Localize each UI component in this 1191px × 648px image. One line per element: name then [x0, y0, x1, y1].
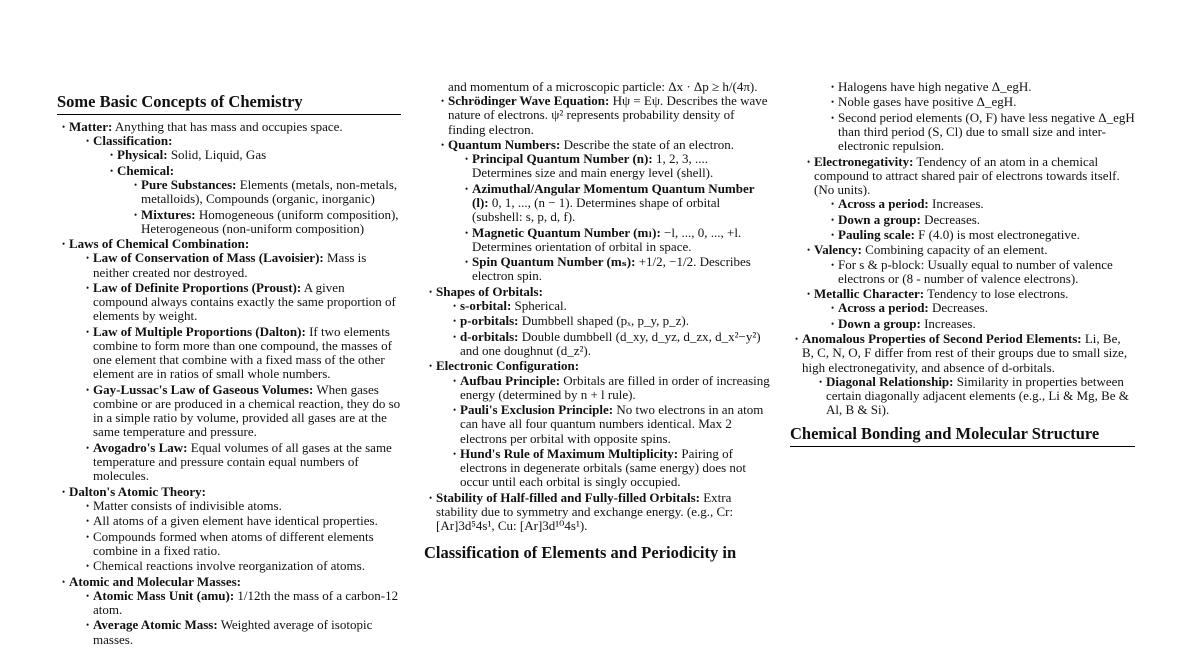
column-1 — [57, 92, 401, 648]
term-label: Mixtures: — [141, 206, 196, 222]
term-label: Anomalous Properties of Second Period Elements: — [802, 331, 1082, 347]
continuation-text: and momentum of a microscopic particle: Δx · Δp ≥ h/(4π). — [448, 79, 758, 94]
column-3 — [790, 80, 1135, 447]
term-label: s-orbital: — [460, 297, 512, 313]
list-item — [826, 213, 1135, 227]
term-label: Avogadro's Law: — [93, 439, 188, 455]
sub-list — [69, 499, 401, 574]
term-label: Pauli's Exclusion Principle: — [460, 402, 614, 418]
list-item — [57, 575, 401, 647]
description-text: Increases. — [932, 196, 984, 212]
description-text: Combining capacity of an element. — [865, 242, 1048, 258]
description-text: Decreases. — [924, 211, 981, 227]
list-item — [81, 589, 401, 617]
term-label: Schrödinger Wave Equation: — [448, 93, 610, 109]
description-text: Equal volumes of all gases at the same temperature and pressure contain equal numbers of molecules. — [93, 439, 392, 484]
term-label: Valency: — [814, 242, 862, 258]
term-label: Across a period: — [838, 196, 929, 212]
list-item — [826, 228, 1135, 242]
description-text: Dumbbell shaped (pₓ, p_y, p_z). — [521, 313, 689, 329]
sub-list — [117, 178, 401, 236]
sub-list — [69, 134, 401, 236]
list-item — [448, 403, 770, 446]
list-item — [460, 182, 770, 225]
term-label: Atomic and Molecular Masses: — [69, 573, 241, 589]
term-label: Atomic Mass Unit (amu): — [93, 587, 235, 603]
term-label: Spin Quantum Number (mₛ): — [472, 254, 636, 270]
term-label: Azimuthal/Angular Momentum Quantum Number (l): — [472, 180, 755, 210]
term-label: d-orbitals: — [460, 328, 519, 344]
sub-list — [814, 197, 1135, 242]
description-text: Halogens have high negative Δ_egH. — [838, 79, 1032, 94]
description-text: Spherical. — [514, 297, 567, 313]
term-label: Dalton's Atomic Theory: — [69, 483, 206, 499]
term-label: Law of Conservation of Mass (Lavoisier): — [93, 250, 324, 266]
description-text: Tendency of an atom in a chemical compound to attract shared pair of electrons towards itself. (No units). — [814, 153, 1120, 197]
sub-list — [69, 589, 401, 647]
section-heading: Chemical Bonding and Molecular Structure — [790, 424, 1135, 447]
list-item — [448, 447, 770, 490]
description-text: Solid, Liquid, Gas — [170, 147, 267, 163]
description-text: Elements (metals, non-metals, metalloids), Compounds (organic, inorganic) — [141, 177, 398, 207]
term-label: Physical: — [117, 147, 168, 163]
notes-list — [790, 80, 1135, 153]
list-item — [814, 375, 1135, 418]
list-item — [57, 237, 401, 483]
term-label: Classification: — [93, 133, 173, 149]
list-item — [826, 258, 1135, 286]
description-text: Double dumbbell (d_xy, d_yz, d_zx, d_x²−y²) and one doughnut (d_z²). — [460, 328, 761, 358]
term-label: Metallic Character: — [814, 286, 925, 302]
list-item — [436, 138, 770, 284]
description-text: A given compound always contains exactly the same proportion of elements by weight. — [93, 279, 396, 324]
term-label: Across a period: — [838, 300, 929, 316]
term-label: Diagonal Relationship: — [826, 373, 954, 389]
list-item — [424, 491, 770, 534]
description-text: F (4.0) is most electronegative. — [918, 226, 1080, 242]
term-label: p-orbitals: — [460, 313, 519, 329]
term-label: Shapes of Orbitals: — [436, 283, 543, 299]
description-text: Chemical reactions involve reorganization of atoms. — [93, 558, 365, 574]
list-item — [826, 197, 1135, 211]
list-item — [436, 94, 770, 137]
list-item — [129, 208, 401, 236]
list-item — [826, 80, 1135, 94]
term-label: Magnetic Quantum Number (mₗ): — [472, 224, 661, 240]
list-item — [826, 95, 1135, 109]
list-item — [826, 111, 1135, 154]
term-label: Pure Substances: — [141, 177, 237, 192]
description-text: 0, 1, ..., (n − 1). Determines shape of orbital (subshell: s, p, d, f). — [472, 195, 721, 225]
description-text: Pairing of electrons in degenerate orbitals (same energy) does not occur until each orbital is singly occupied. — [460, 445, 747, 490]
list-item — [81, 559, 401, 573]
sub-list — [814, 301, 1135, 331]
description-text: Hψ = Eψ. Describes the wave nature of electrons. ψ² represents probability density of finding electron. — [448, 93, 768, 137]
term-label: Gay-Lussac's Law of Gaseous Volumes: — [93, 381, 314, 397]
description-text: +1/2, −1/2. Describes electron spin. — [472, 254, 751, 284]
column-2 — [424, 80, 770, 565]
term-label: Law of Definite Proportions (Proust): — [93, 279, 302, 295]
list-item — [424, 359, 770, 489]
list-item — [57, 120, 401, 236]
list-item — [81, 134, 401, 236]
description-text: Similarity in properties between certain diagonally adjacent elements (e.g., Li & Mg, Be & Al, B & Si). — [826, 373, 1129, 418]
term-label: Stability of Half-filled and Fully-filled Orbitals: — [436, 489, 700, 505]
sub-list — [93, 148, 401, 236]
list-item — [802, 243, 1135, 286]
description-text: Tendency to lose electrons. — [927, 286, 1069, 302]
description-text: −l, ..., 0, ..., +l. Determines orientation of orbital in space. — [472, 224, 742, 254]
list-item — [460, 152, 770, 180]
notes-list — [424, 94, 770, 283]
description-text: 1, 2, 3, .... Determines size and main energy level (shell). — [472, 151, 714, 181]
list-item — [802, 155, 1135, 243]
list-item — [448, 314, 770, 328]
term-label: Pauling scale: — [838, 226, 915, 242]
description-text: Describe the state of an electron. — [563, 137, 734, 152]
description-text: Orbitals are filled in order of increasing energy (determined by n + l rule). — [460, 372, 770, 402]
term-label: Principal Quantum Number (n): — [472, 151, 653, 167]
term-label: Electronic Configuration: — [436, 358, 580, 374]
list-item — [81, 325, 401, 382]
term-label: Down a group: — [838, 211, 921, 227]
list-item — [81, 530, 401, 558]
term-label: Electronegativity: — [814, 153, 914, 169]
list-item — [81, 514, 401, 528]
term-label: Average Atomic Mass: — [93, 617, 218, 633]
term-label: Law of Multiple Proportions (Dalton): — [93, 323, 306, 339]
list-item — [81, 499, 401, 513]
description-text: When gases combine or are produced in a chemical reaction, they do so in a simple ratio by volume, provided all gases are at the same temperature and pressure. — [93, 381, 401, 440]
description-text: Extra stability due to symmetry and exchange energy. (e.g., Cr: [Ar]3d⁵4s¹, Cu: [Ar]3d¹⁰4s¹). — [436, 489, 734, 534]
list-item — [448, 374, 770, 402]
notes-list — [790, 155, 1135, 331]
term-label: Hund's Rule of Maximum Multiplicity: — [460, 445, 679, 461]
sub-list — [436, 299, 770, 358]
section-heading: Classification of Elements and Periodicity in — [424, 543, 737, 563]
list-item — [460, 255, 770, 283]
sub-list — [448, 152, 770, 283]
list-item — [448, 330, 770, 358]
description-text: Homogeneous (uniform composition), Heterogeneous (non-uniform composition) — [141, 206, 399, 236]
list-item — [57, 485, 401, 574]
description-text: Matter consists of indivisible atoms. — [93, 497, 282, 513]
list-item — [790, 332, 1135, 417]
description-text: Second period elements (O, F) have less negative Δ_egH than third period (S, Cl) due to small size and inter-electronic repulsion. — [838, 109, 1135, 154]
description-text: Increases. — [924, 315, 976, 331]
description-text: 1/12th the mass of a carbon-12 atom. — [93, 587, 399, 617]
description-text: Decreases. — [932, 300, 988, 316]
term-label: Matter: — [69, 119, 113, 134]
term-label: Chemical: — [117, 162, 175, 178]
description-text: Anything that has mass and occupies space. — [114, 119, 343, 134]
section-heading: Some Basic Concepts of Chemistry — [57, 92, 401, 115]
list-item — [81, 251, 401, 279]
term-label: Quantum Numbers: — [448, 137, 561, 152]
list-item — [81, 383, 401, 440]
sub-list — [69, 251, 401, 483]
term-label: Aufbau Principle: — [460, 372, 561, 388]
description-text: All atoms of a given element have identical properties. — [93, 513, 378, 529]
list-item — [826, 301, 1135, 315]
description-text: Weighted average of isotopic masses. — [93, 617, 373, 647]
list-item — [81, 281, 401, 324]
term-label: Down a group: — [838, 315, 921, 331]
list-item — [105, 164, 401, 236]
list-item — [424, 285, 770, 358]
description-text: If two elements combine to form more than one compound, the masses of one element that combine with a fixed mass of the other element are in ratios of small whole numbers. — [93, 323, 392, 382]
list-item — [129, 178, 401, 206]
list-item — [448, 299, 770, 313]
sub-list — [436, 374, 770, 490]
list-item — [81, 618, 401, 646]
notes-list — [424, 285, 770, 534]
list-item — [81, 441, 401, 484]
sub-list — [814, 258, 1135, 286]
description-text: For s & p-block: Usually equal to number of valence electrons or (8 - number of valence electrons). — [838, 256, 1113, 286]
list-item — [460, 226, 770, 254]
description-text: Compounds formed when atoms of different elements combine in a fixed ratio. — [93, 528, 374, 558]
description-text: Noble gases have positive Δ_egH. — [838, 94, 1017, 110]
list-item — [826, 317, 1135, 331]
term-label: Laws of Chemical Combination: — [69, 236, 250, 252]
notes-list — [790, 332, 1135, 417]
description-text: Mass is neither created nor destroyed. — [93, 250, 367, 280]
notes-list — [57, 120, 401, 647]
description-text: No two electrons in an atom can have all four quantum numbers identical. Max 2 electrons per orbital with opposite spins. — [460, 402, 764, 446]
sub-list — [802, 375, 1135, 418]
description-text: Li, Be, B, C, N, O, F differ from rest of their groups due to small size, high electronegativity, and absence of d-orbitals. — [802, 331, 1128, 375]
list-item — [802, 287, 1135, 331]
list-item — [105, 148, 401, 162]
